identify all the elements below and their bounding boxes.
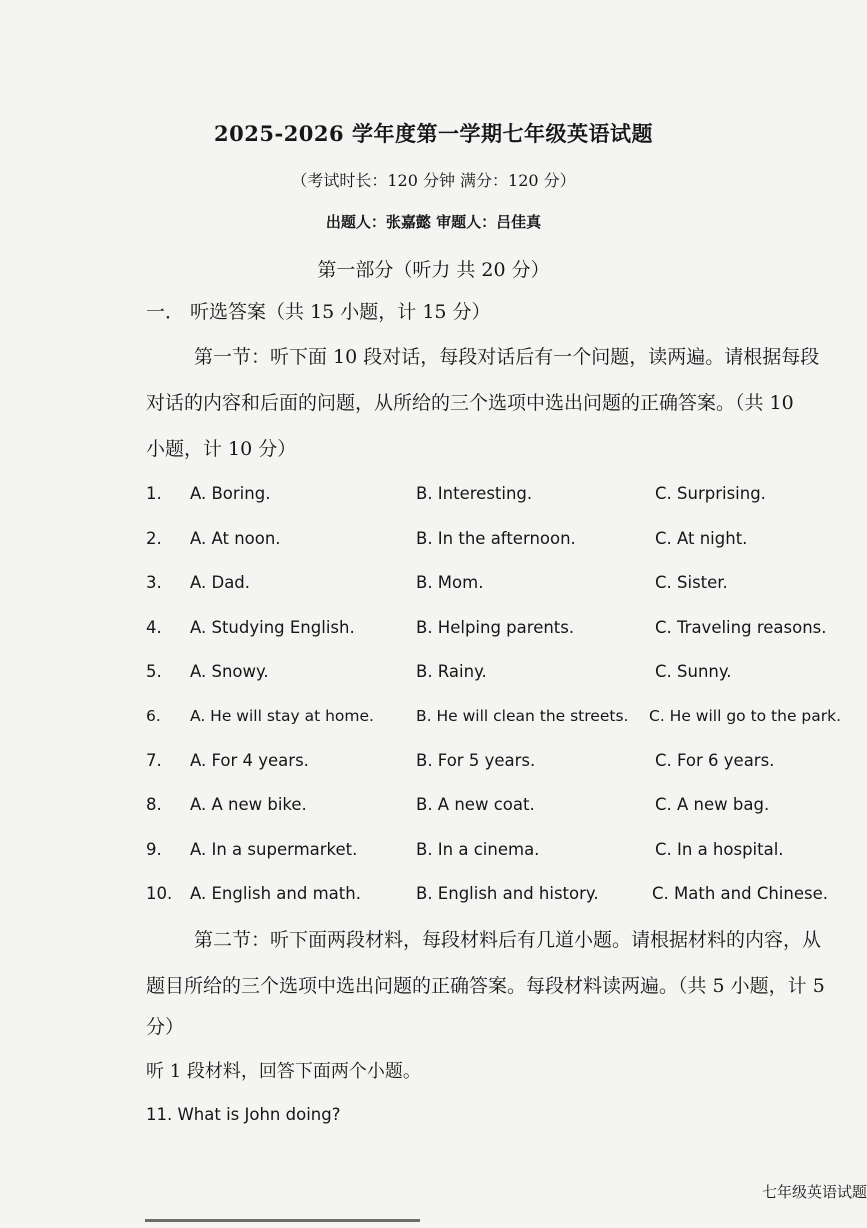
exam-title: 2025-2026 学年度第一学期七年级英语试题 <box>214 121 653 146</box>
question-number: 7. <box>146 751 162 770</box>
question-number: 2. <box>146 529 162 548</box>
option-c: C. In a hospital. <box>655 840 784 859</box>
option-c: C. Sister. <box>655 573 728 592</box>
option-a: A. He will stay at home. <box>190 707 374 725</box>
option-a: A. Boring. <box>190 484 271 503</box>
option-a: A. Dad. <box>190 573 251 592</box>
option-c: C. A new bag. <box>655 795 770 814</box>
option-a: A. Snowy. <box>190 662 269 681</box>
question-11: 11. What is John doing? <box>146 1105 341 1124</box>
material-note: 听 1 段材料，回答下面两个小题。 <box>146 1061 421 1082</box>
option-b: B. Rainy. <box>416 662 487 681</box>
section1-intro-line-3: 小题，计 10 分） <box>146 438 297 460</box>
option-c: C. Sunny. <box>655 662 732 681</box>
part-heading: 第一部分（听力 共 20 分） <box>317 259 550 281</box>
option-c: C. He will go to the park. <box>649 707 842 725</box>
option-b: B. Interesting. <box>416 484 533 503</box>
scan-artifact-line <box>145 1219 420 1222</box>
question-number: 8. <box>146 795 162 814</box>
question-number: 4. <box>146 618 162 637</box>
option-a: A. In a supermarket. <box>190 840 358 859</box>
option-c: C. Surprising. <box>655 484 766 503</box>
exam-authors: 出题人：张嘉懿 审题人：吕佳真 <box>325 213 542 231</box>
option-a: A. A new bike. <box>190 795 307 814</box>
section2-intro-line-2: 题目所给的三个选项中选出问题的正确答案。每段材料读两遍。（共 5 小题，计 5 <box>146 975 825 997</box>
option-b: B. In a cinema. <box>416 840 540 859</box>
option-b: B. A new coat. <box>416 795 535 814</box>
question-number: 6. <box>146 707 161 725</box>
option-c: C. Math and Chinese. <box>652 884 828 903</box>
option-c: C. For 6 years. <box>655 751 775 770</box>
section1-intro-line-1: 第一节：听下面 10 段对话，每段对话后有一个问题，读两遍。请根据每段 <box>194 346 820 368</box>
option-a: A. For 4 years. <box>190 751 309 770</box>
option-a: A. At noon. <box>190 529 281 548</box>
option-c: C. At night. <box>655 529 748 548</box>
option-c: C. Traveling reasons. <box>655 618 827 637</box>
section-heading: 一． 听选答案（共 15 小题，计 15 分） <box>146 301 491 323</box>
exam-duration-score: （考试时长：120 分钟 满分：120 分） <box>291 171 576 190</box>
question-number: 3. <box>146 573 162 592</box>
option-b: B. Mom. <box>416 573 484 592</box>
option-b: B. He will clean the streets. <box>416 707 629 725</box>
question-number: 9. <box>146 840 162 859</box>
option-b: B. In the afternoon. <box>416 529 576 548</box>
question-number: 1. <box>146 484 162 503</box>
option-a: A. English and math. <box>190 884 361 903</box>
question-number: 5. <box>146 662 162 681</box>
section1-intro-line-2: 对话的内容和后面的问题，从所给的三个选项中选出问题的正确答案。（共 10 <box>146 392 794 414</box>
option-b: B. English and history. <box>416 884 599 903</box>
footer-label: 七年级英语试题 <box>761 1183 867 1201</box>
section2-intro-line-1: 第二节：听下面两段材料，每段材料后有几道小题。请根据材料的内容，从 <box>194 929 822 951</box>
option-a: A. Studying English. <box>190 618 355 637</box>
option-b: B. For 5 years. <box>416 751 536 770</box>
section2-intro-line-3: 分） <box>146 1016 185 1038</box>
question-number: 10. <box>146 884 173 903</box>
option-b: B. Helping parents. <box>416 618 575 637</box>
